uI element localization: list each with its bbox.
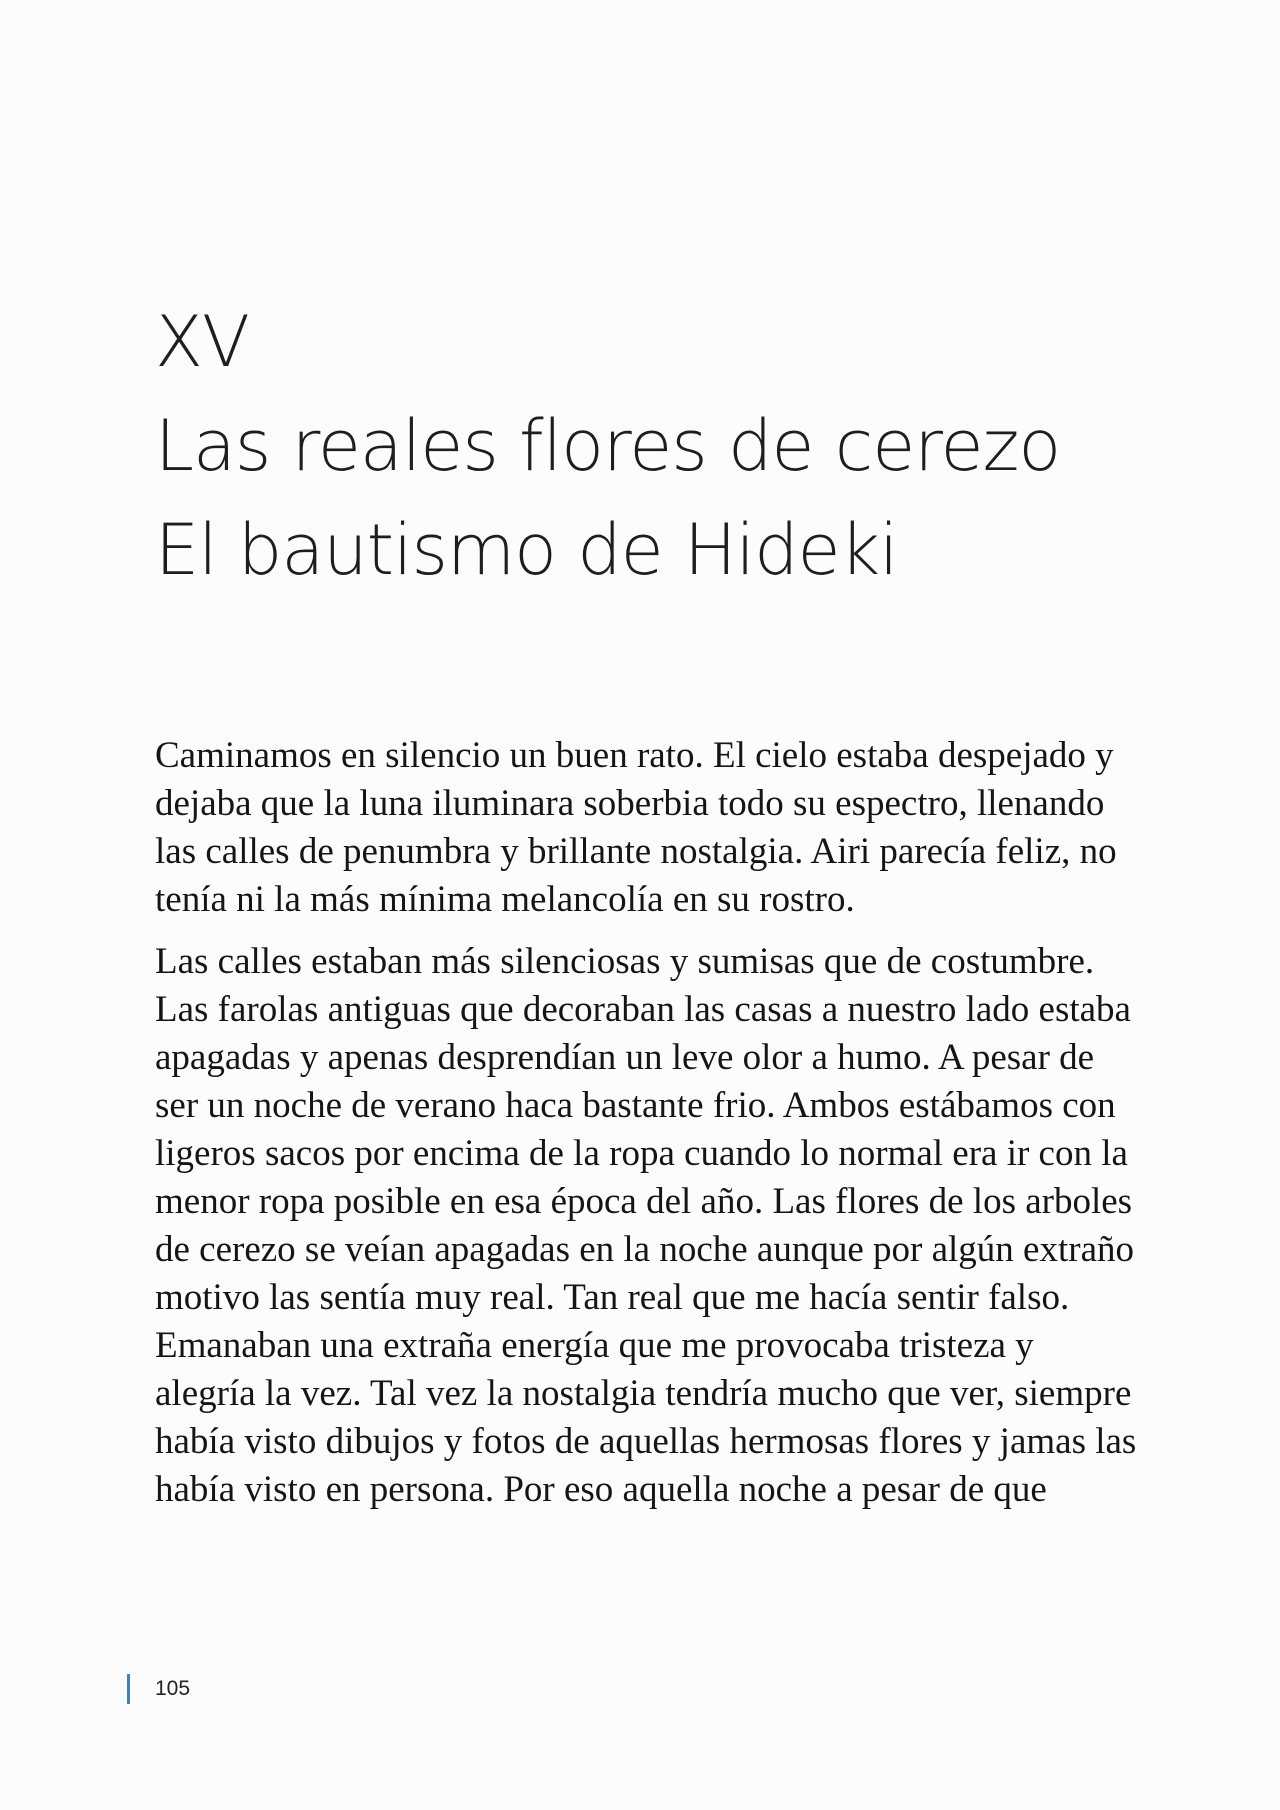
- page-number: 105: [155, 1677, 191, 1700]
- paragraph: Caminamos en silencio un buen rato. El cielo estaba despejado y dejaba que la luna iluminara soberbia todo su espectro, llenando las calles de penumbra y brillante nostalgia. Airi parecía feliz, no tenía ni la más mínima melancolía en su rostro.: [155, 735, 1117, 920]
- chapter-body: [155, 732, 1140, 1528]
- chapter-numeral: XV: [155, 301, 249, 383]
- footer-accent-bar: [127, 1674, 130, 1704]
- chapter-title-line-2: El bautismo de Hideki: [155, 509, 898, 591]
- chapter-heading: [155, 290, 1155, 602]
- page-footer: [127, 1672, 190, 1706]
- paragraph: Las calles estaban más silenciosas y sumisas que de costumbre. Las farolas antiguas que decoraban las casas a nuestro lado estaba apagadas y apenas desprendían un leve olor a humo. A pesar de ser un noche de verano haca bastante frio. Ambos estábamos con ligeros sacos por encima de la ropa cuando lo normal era ir con la menor ropa posible en esa época del año. Las flores de los arboles de cerezo se veían apagadas en la noche aunque por algún extraño motivo las sentía muy real. Tan real que me hacía sentir falso. Emanaban una extraña energía que me provocaba tristeza y alegría la vez. Tal vez la nostalgia tendría mucho que ver, siempre había visto dibujos y fotos de aquellas hermosas flores y jamas las había visto en persona. Por eso aquella noche a pesar de que: [155, 941, 1137, 1510]
- chapter-title-line-1: Las reales flores de cerezo: [155, 405, 1061, 487]
